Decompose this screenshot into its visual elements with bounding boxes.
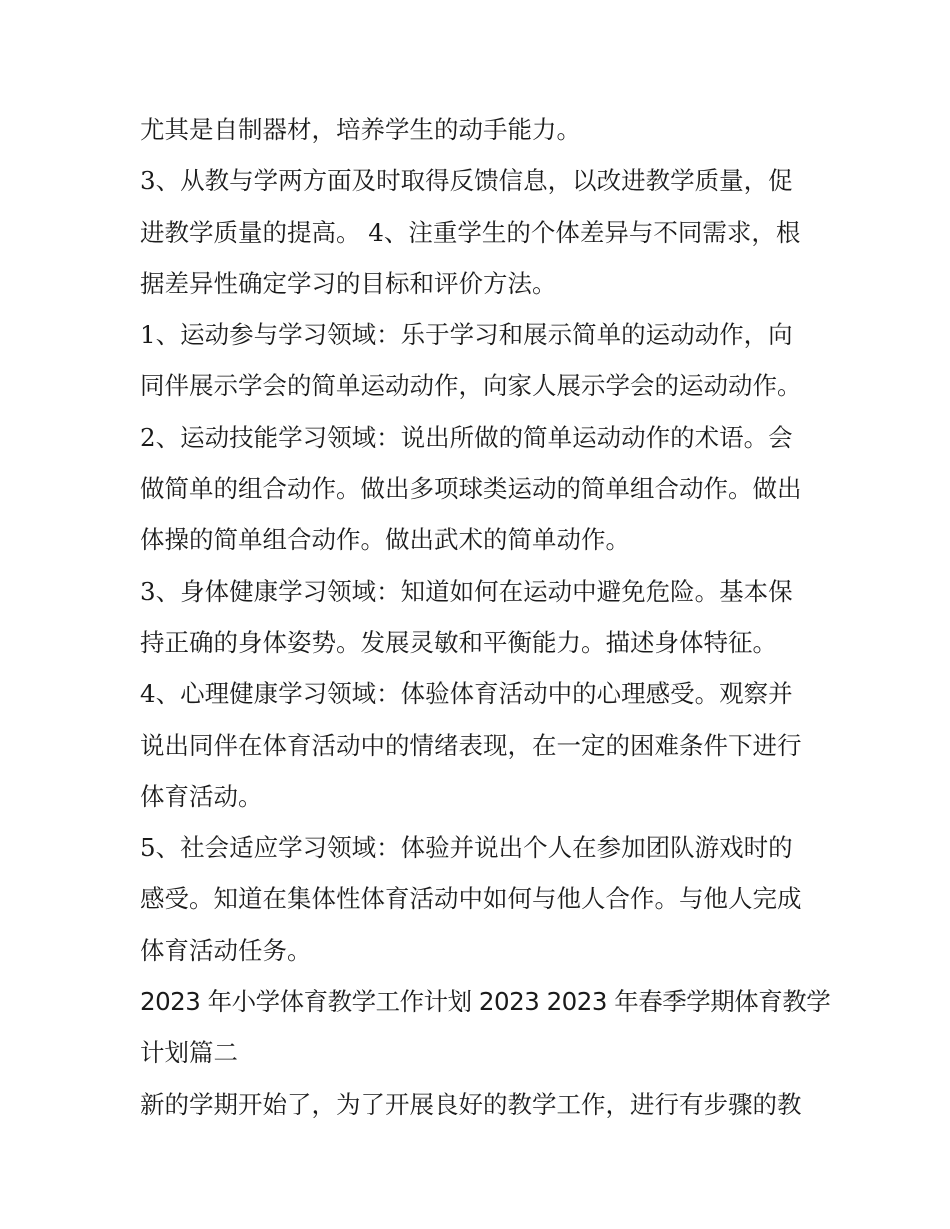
text-line: 进教学质量的提高。 4、注重学生的个体差异与不同需求，根 <box>140 217 801 247</box>
text-line: 2、运动技能学习领域：说出所做的简单运动动作的术语。会 <box>140 422 793 452</box>
text-line: 尤其是自制器材，培养学生的动手能力。 <box>140 115 581 144</box>
text-line: 做简单的组合动作。做出多项球类运动的简单组合动作。做出 <box>140 474 802 504</box>
text-line: 1、运动参与学习领域：乐于学习和展示简单的运动动作，向 <box>140 320 793 350</box>
text-line: 据差异性确定学习的目标和评价方法。 <box>140 268 557 298</box>
text-line: 同伴展示学会的简单运动动作，向家人展示学会的运动动作。 <box>140 371 802 401</box>
text-line: 3、从教与学两方面及时取得反馈信息，以改进教学质量，促 <box>140 166 793 196</box>
section-heading-line: 2023 年小学体育教学工作计划 2023 2023 年春季学期体育教学 <box>140 987 831 1017</box>
section-heading-line: 计划篇二 <box>140 1038 238 1068</box>
text-line: 感受。知道在集体性体育活动中如何与他人合作。与他人完成 <box>140 884 802 914</box>
text-line: 新的学期开始了，为了开展良好的教学工作，进行有步骤的教 <box>140 1089 802 1119</box>
text-line: 4、心理健康学习领域：体验体育活动中的心理感受。观察并 <box>140 679 793 709</box>
text-line: 体育活动。 <box>140 781 263 811</box>
text-line: 体育活动任务。 <box>140 935 312 965</box>
text-line: 体操的简单组合动作。做出武术的简单动作。 <box>140 525 630 555</box>
text-line: 3、身体健康学习领域：知道如何在运动中避免危险。基本保 <box>140 576 793 606</box>
text-line: 说出同伴在体育活动中的情绪表现，在一定的困难条件下进行 <box>140 730 802 760</box>
text-line: 5、社会适应学习领域：体验并说出个人在参加团队游戏时的 <box>140 833 793 863</box>
text-line: 持正确的身体姿势。发展灵敏和平衡能力。描述身体特征。 <box>140 627 777 657</box>
document-body <box>140 104 831 1130</box>
